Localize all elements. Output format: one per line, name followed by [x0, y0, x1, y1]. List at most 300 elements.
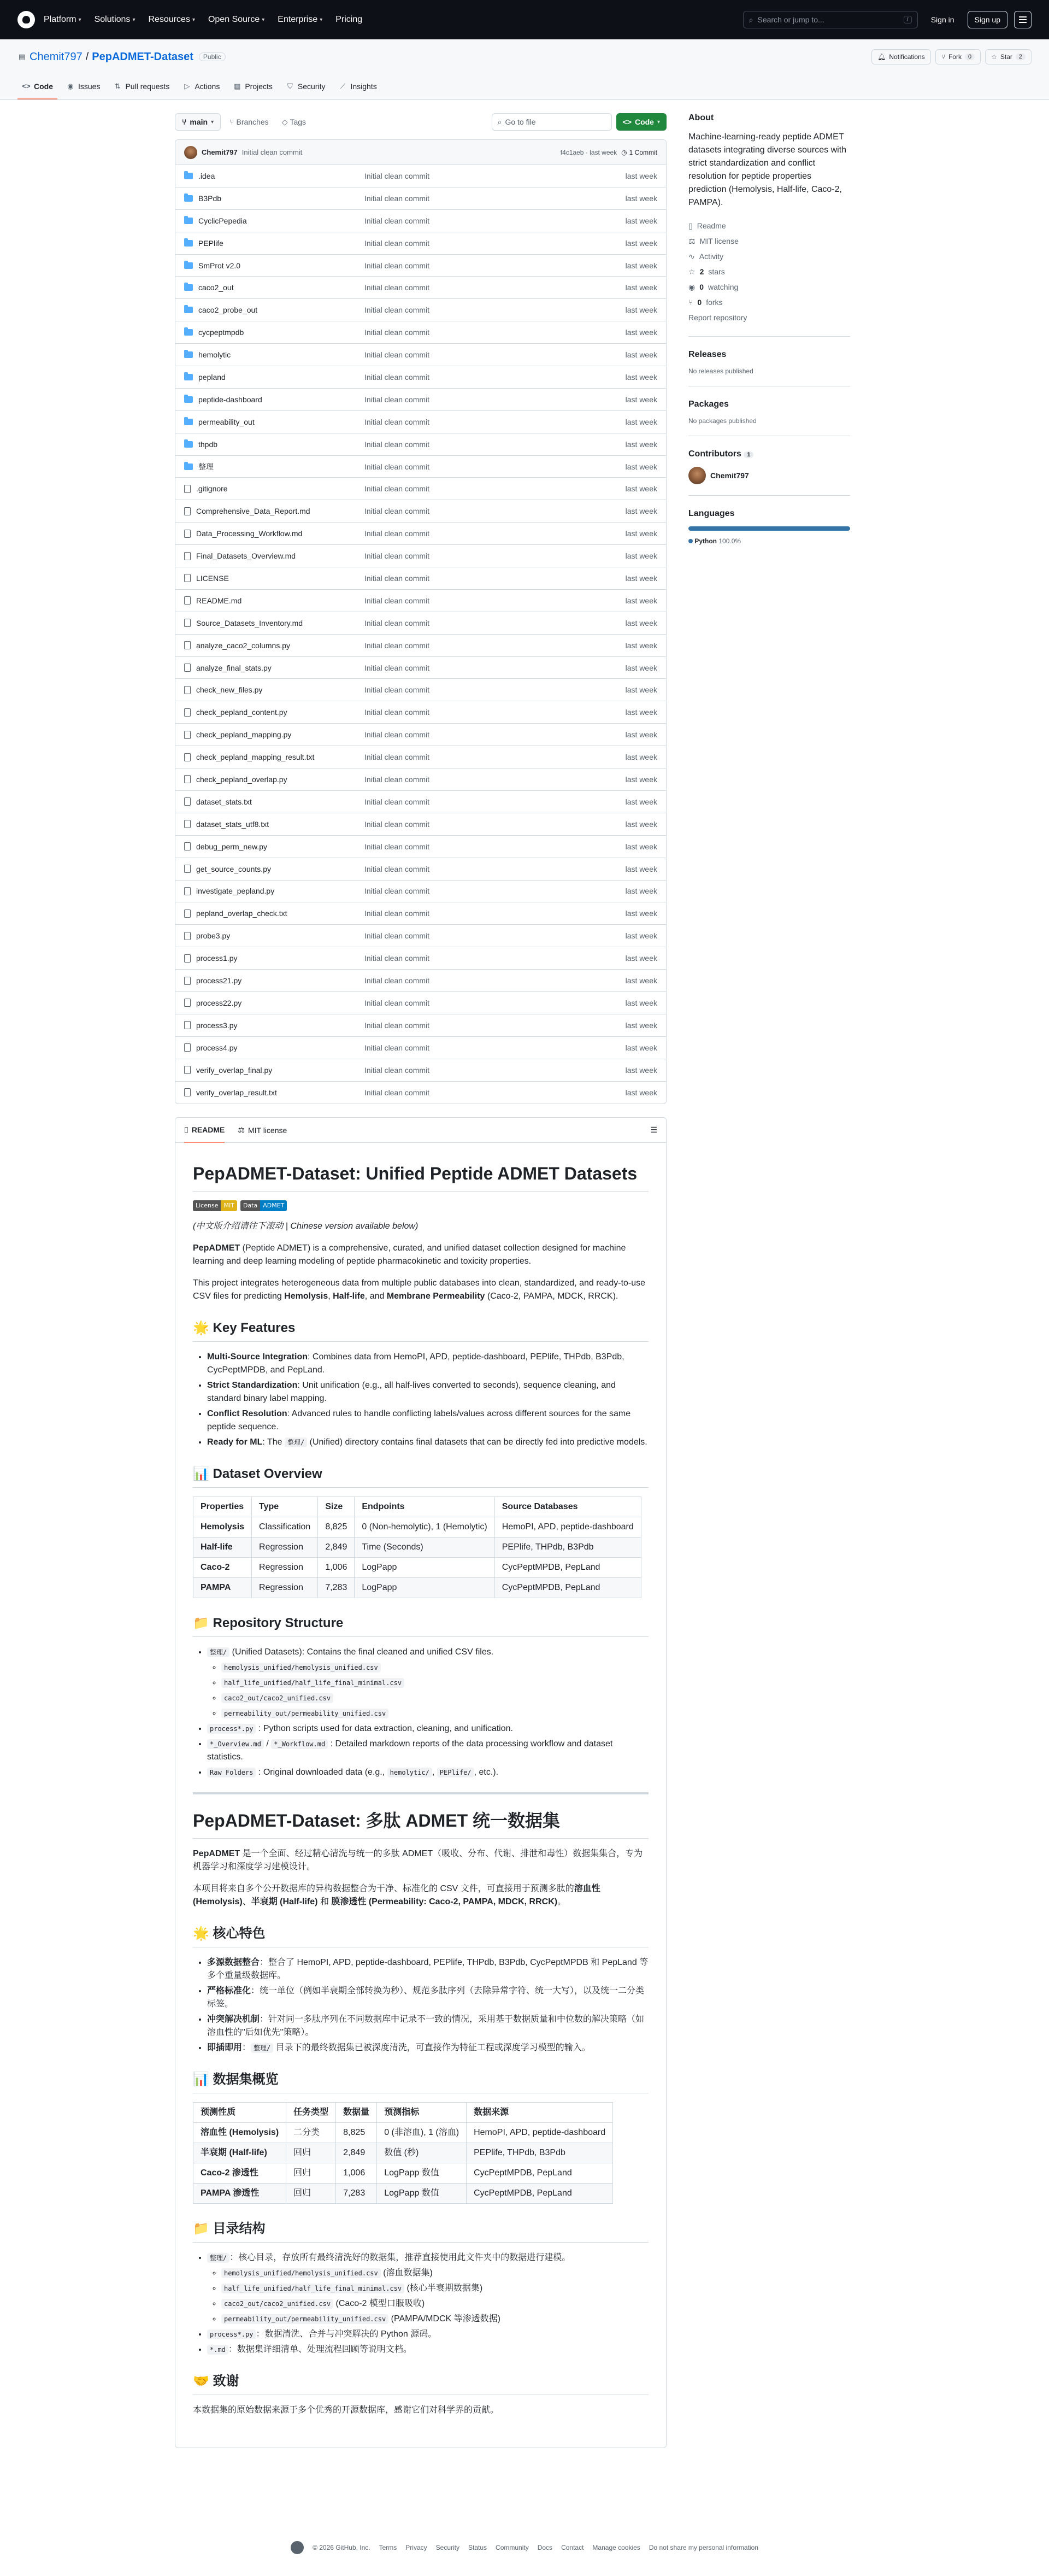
file-commit-message[interactable]: Initial clean commit	[364, 216, 430, 225]
file-name-cell[interactable]	[184, 328, 364, 337]
file-commit-message[interactable]: Initial clean commit	[364, 842, 430, 851]
repo-description: Machine-learning-ready peptide ADMET datasets integrating diverse sources with strict standardization and conflict resolution for peptide properties prediction (Hemolysis, Half-life, Caco-2, PAMPA).	[688, 132, 847, 207]
star-button[interactable]: ☆ Star 2	[985, 49, 1032, 64]
feature-list	[207, 1351, 649, 1449]
file-commit-message[interactable]: Initial clean commit	[364, 774, 430, 784]
file-commit-message[interactable]: Initial clean commit	[364, 328, 430, 337]
chevron-down-icon: ▾	[211, 119, 214, 125]
file-commit-time: last week	[625, 998, 657, 1007]
file-commit-message[interactable]: Initial clean commit	[364, 730, 430, 740]
shortcut-key: /	[904, 16, 912, 24]
file-row[interactable]	[175, 1037, 666, 1059]
github-logo-icon[interactable]	[291, 2541, 304, 2554]
file-icon	[184, 596, 191, 605]
file-name-cell[interactable]	[184, 820, 364, 829]
file-commit-time: last week	[625, 1088, 657, 1097]
file-commit-message[interactable]: Initial clean commit	[364, 998, 430, 1007]
code-icon: <>	[22, 82, 31, 90]
file-name[interactable]: PEPlife	[198, 238, 223, 248]
star-icon: ☆	[991, 53, 997, 61]
file-name-cell[interactable]	[184, 664, 364, 672]
file-name-cell[interactable]	[184, 931, 364, 940]
tab-security[interactable]: ⛉ Security	[281, 82, 330, 99]
file-commit-message[interactable]: Initial clean commit	[364, 641, 430, 650]
file-name-cell[interactable]	[184, 306, 364, 314]
file-name-cell[interactable]	[184, 708, 364, 717]
footer-link-privacy-choice[interactable]: Do not share my personal information	[649, 2544, 758, 2552]
file-commit-message[interactable]: Initial clean commit	[364, 439, 430, 449]
file-row[interactable]	[175, 836, 666, 858]
file-name[interactable]: verify_overlap_final.py	[196, 1065, 273, 1075]
branch-icon: ⑂	[229, 118, 234, 126]
file-commit-message[interactable]: Initial clean commit	[364, 395, 430, 404]
file-name-cell[interactable]	[184, 529, 364, 538]
file-name-cell[interactable]	[184, 976, 364, 985]
graph-icon: ⟋	[340, 82, 346, 90]
file-name[interactable]: dataset_stats.txt	[196, 797, 252, 806]
file-name[interactable]: check_pepland_mapping_result.txt	[196, 753, 315, 762]
list-item: • 整理/ ：核心目录，存放所有最终清洗好的数据集，推荐直接使用此文件夹中的数据进行建模。 ◦ hemolysis_unified/hemolysis_unified.csv (溶血数据集) ◦ half_life_unified/half_life_final_minimal.csv (核心半衰期数据集) ◦ caco2_out/caco2_unified.csv (Caco-2 模型口服吸收) ◦ permeability_out/permeability_unified.csv (PAMPA/MDCK 等渗透数据)	[207, 2251, 649, 2326]
file-commit-message[interactable]: Initial clean commit	[364, 306, 430, 315]
global-header	[0, 0, 1049, 39]
file-name[interactable]: verify_overlap_result.txt	[196, 1088, 277, 1097]
footer-link-cookies[interactable]: Manage cookies	[592, 2544, 640, 2552]
file-name[interactable]: .gitignore	[196, 484, 228, 494]
list-item: • Raw Folders : Original downloaded data (e.g., hemolytic/ , PEPlife/ , etc.).	[207, 1766, 649, 1779]
file-name-cell[interactable]	[184, 1066, 364, 1075]
file-commit-message[interactable]: Initial clean commit	[364, 193, 430, 203]
file-row[interactable]	[175, 992, 666, 1014]
file-row[interactable]	[175, 277, 666, 299]
dataset-table: Properties Type Size Endpoints Source Databases Hemolysis Classification 8,825 0 (Non-hemolytic), 1 (Hemolytic) HemoPI, APD, peptide-dashboard Half-life Regression 2,849 Time (Seconds) PEPlife, THPdb, B3Pdb Caco-2 Regression 1,006 LogPapp CycPeptMPDB, PepLand PAMPA Regression 7,283 LogPapp CycPeptMPDB, PepLand	[193, 1497, 641, 1598]
file-icon	[184, 507, 191, 515]
nav-platform[interactable]: Platform ▾	[44, 15, 81, 24]
branch-select-button[interactable]: ⑂ main ▾	[175, 113, 221, 131]
file-commit-message[interactable]: Initial clean commit	[364, 417, 430, 426]
file-row[interactable]	[175, 389, 666, 411]
file-name[interactable]: process4.py	[196, 1043, 238, 1052]
file-name-cell[interactable]	[184, 619, 364, 627]
file-name[interactable]: README.md	[196, 596, 242, 605]
file-row[interactable]	[175, 433, 666, 456]
tags-link[interactable]: ◇ Tags	[281, 117, 307, 126]
file-row[interactable]	[175, 456, 666, 478]
list-item: • 冲突解决机制：针对同一多肽序列在不同数据库中记录不一致的情况，采用基于数据质量和中位数的解决策略（如溶血性的"后如优先"策略）。	[207, 2013, 649, 2039]
file-row[interactable]	[175, 657, 666, 679]
file-name[interactable]: 整理	[198, 462, 214, 471]
file-commit-message[interactable]: Initial clean commit	[364, 171, 430, 180]
file-name[interactable]: Comprehensive_Data_Report.md	[196, 507, 310, 516]
tab-pull-requests[interactable]: ⇅ Pull requests	[109, 82, 174, 99]
file-name-cell[interactable]	[184, 887, 364, 895]
list-item: • Multi-Source Integration: Combines data from HemoPI, APD, peptide-dashboard, PEPlife, THPdb, B3Pdb, CycPeptMPDB, and PepLand.	[207, 1351, 649, 1377]
file-name[interactable]: caco2_probe_out	[198, 306, 258, 315]
file-commit-time: last week	[625, 350, 657, 360]
activity-link[interactable]: ∿ Activity	[688, 251, 724, 261]
file-commit-message[interactable]: Initial clean commit	[364, 1065, 430, 1075]
footer-link-privacy[interactable]: Privacy	[405, 2544, 427, 2552]
file-name-cell[interactable]	[184, 775, 364, 784]
watching-link[interactable]: ◉ 0 watching	[688, 282, 739, 291]
file-commit-message[interactable]: Initial clean commit	[364, 238, 430, 248]
divider	[193, 1792, 649, 1794]
file-name-cell[interactable]	[184, 194, 364, 203]
file-icon	[184, 820, 191, 828]
tab-readme[interactable]: ▯ README	[184, 1118, 225, 1143]
tab-actions[interactable]: ▷ Actions	[178, 82, 224, 99]
folder-icon	[184, 218, 193, 224]
nav-open-source[interactable]: Open Source ▾	[208, 15, 265, 24]
code-button[interactable]: <> Code ▾	[616, 113, 667, 131]
file-commit-time: last week	[625, 551, 657, 561]
nav-pricing[interactable]: Pricing	[335, 15, 363, 24]
file-icon	[184, 797, 191, 806]
file-commit-message[interactable]: Initial clean commit	[364, 864, 430, 873]
file-name[interactable]: permeability_out	[198, 417, 255, 426]
file-name[interactable]: .idea	[198, 171, 215, 180]
file-commit-time: last week	[625, 372, 657, 382]
file-name[interactable]: probe3.py	[196, 931, 231, 941]
file-row[interactable]	[175, 255, 666, 277]
file-name[interactable]: Final_Datasets_Overview.md	[196, 551, 296, 561]
section-heading: 🤝 致谢	[193, 2372, 649, 2395]
file-commit-time: last week	[625, 507, 657, 516]
file-name[interactable]: process22.py	[196, 998, 242, 1007]
nav-resources[interactable]: Resources ▾	[148, 15, 195, 24]
file-row[interactable]	[175, 545, 666, 567]
file-name-cell[interactable]	[184, 216, 364, 225]
file-name[interactable]: process3.py	[196, 1020, 238, 1030]
table-row: 溶血性 (Hemolysis) 二分类 8,825 0 (非溶血), 1 (溶血) HemoPI, APD, peptide-dashboard	[193, 2123, 613, 2143]
tab-projects[interactable]: ▦ Projects	[234, 82, 273, 91]
file-row[interactable]	[175, 299, 666, 321]
report-repository-link[interactable]: Report repository	[688, 313, 747, 322]
file-row[interactable]	[175, 813, 666, 836]
file-name-cell[interactable]	[184, 172, 364, 180]
file-icon	[184, 485, 191, 493]
commit-message[interactable]: Initial clean commit	[241, 148, 303, 156]
file-name-cell[interactable]	[184, 484, 364, 493]
file-name-cell[interactable]	[184, 261, 364, 270]
file-name-cell[interactable]	[184, 283, 364, 292]
file-name-cell[interactable]	[184, 797, 364, 806]
file-commit-message[interactable]: Initial clean commit	[364, 350, 430, 360]
file-commit-message[interactable]: Initial clean commit	[364, 909, 430, 918]
readme-title-cn: PepADMET-Dataset: 多肽 ADMET 统一数据集	[193, 1808, 649, 1839]
file-row[interactable]	[175, 187, 666, 210]
footer-link-docs[interactable]: Docs	[537, 2544, 553, 2552]
stars-link[interactable]: ☆ 2 stars	[688, 267, 725, 276]
nav-solutions[interactable]: Solutions ▾	[94, 15, 135, 24]
shield-icon: ⛉	[287, 82, 293, 90]
file-name[interactable]: pepland	[198, 372, 226, 382]
file-name[interactable]: Source_Datasets_Inventory.md	[196, 618, 303, 627]
file-name-cell[interactable]	[184, 842, 364, 851]
file-commit-message[interactable]: Initial clean commit	[364, 283, 430, 292]
file-name-cell[interactable]	[184, 239, 364, 248]
file-name-cell[interactable]	[184, 641, 364, 650]
file-icon	[184, 619, 191, 627]
file-name-cell[interactable]	[184, 999, 364, 1007]
footer-link-community[interactable]: Community	[496, 2544, 529, 2552]
repo-header	[0, 39, 1049, 100]
file-row[interactable]	[175, 970, 666, 992]
file-row[interactable]	[175, 344, 666, 366]
repo-name-link[interactable]: PepADMET-Dataset	[92, 50, 193, 63]
file-row[interactable]	[175, 411, 666, 433]
language-item[interactable]: Python 100.0%	[688, 537, 850, 545]
visibility-badge: Public	[199, 52, 226, 61]
file-row[interactable]	[175, 791, 666, 813]
file-name[interactable]: SmProt v2.0	[198, 261, 241, 270]
file-commit-message[interactable]: Initial clean commit	[364, 1088, 430, 1097]
notifications-button[interactable]: 🔔︎ Notifications	[871, 49, 931, 64]
file-name-cell[interactable]	[184, 395, 364, 404]
footer-link-terms[interactable]: Terms	[379, 2544, 397, 2552]
file-commit-message[interactable]: Initial clean commit	[364, 1020, 430, 1030]
branches-link[interactable]: ⑂ Branches	[229, 118, 269, 126]
file-name[interactable]: cycpeptmpdb	[198, 328, 244, 337]
file-name[interactable]: debug_perm_new.py	[196, 842, 267, 851]
file-row[interactable]	[175, 746, 666, 768]
footer-link-status[interactable]: Status	[468, 2544, 487, 2552]
chevron-down-icon: ▾	[320, 16, 323, 23]
file-name-cell[interactable]	[184, 1021, 364, 1030]
file-name-cell[interactable]	[184, 350, 364, 359]
outline-icon[interactable]: ☰	[650, 1125, 657, 1135]
file-name[interactable]: process1.py	[196, 954, 238, 963]
sign-in-link[interactable]: Sign in	[930, 15, 954, 24]
contributor-item[interactable]: Chemit797	[688, 467, 850, 484]
file-name[interactable]: LICENSE	[196, 573, 229, 583]
file-row[interactable]	[175, 210, 666, 232]
file-name[interactable]: analyze_caco2_columns.py	[196, 641, 290, 650]
file-row[interactable]	[175, 232, 666, 255]
list-item: ◦ permeability_out/permeability_unified.csv (PAMPA/MDCK 等渗透数据)	[221, 2313, 649, 2326]
file-icon	[184, 999, 191, 1007]
file-name[interactable]: Data_Processing_Workflow.md	[196, 529, 303, 538]
file-commit-time: last week	[625, 439, 657, 449]
table-row: PAMPA Regression 7,283 LogPapp CycPeptMPDB, PepLand	[193, 1578, 641, 1598]
file-name-cell[interactable]	[184, 865, 364, 873]
list-item: • *_Overview.md / *_Workflow.md : Detailed markdown reports of the data processing workflow and dataset statistics.	[207, 1738, 649, 1764]
footer-link-security[interactable]: Security	[435, 2544, 459, 2552]
file-commit-message[interactable]: Initial clean commit	[364, 551, 430, 561]
file-row[interactable]	[175, 165, 666, 187]
file-row[interactable]	[175, 768, 666, 791]
releases-heading[interactable]: Releases	[688, 350, 727, 359]
code-icon: <>	[622, 118, 632, 126]
file-row[interactable]	[175, 321, 666, 344]
file-name-cell[interactable]	[184, 418, 364, 426]
file-commit-message[interactable]: Initial clean commit	[364, 819, 430, 829]
repo-owner-link[interactable]: Chemit797	[30, 50, 82, 63]
file-commit-message[interactable]: Initial clean commit	[364, 372, 430, 382]
file-commit-message[interactable]: Initial clean commit	[364, 507, 430, 516]
file-name[interactable]: caco2_out	[198, 283, 234, 292]
file-row[interactable]	[175, 612, 666, 635]
file-row[interactable]	[175, 1014, 666, 1037]
sign-up-button[interactable]: Sign up	[968, 11, 1007, 28]
nav-enterprise[interactable]: Enterprise ▾	[278, 15, 323, 24]
file-commit-time: last week	[625, 462, 657, 471]
file-commit-message[interactable]: Initial clean commit	[364, 954, 430, 963]
go-to-file-input[interactable]: ⌕ Go to file	[492, 113, 612, 131]
file-commit-message[interactable]: Initial clean commit	[364, 753, 430, 762]
tab-insights[interactable]: ⟋ Insights	[334, 82, 381, 99]
menu-icon[interactable]	[1014, 11, 1032, 28]
file-name[interactable]: process21.py	[196, 976, 242, 985]
search-icon: ⌕	[497, 117, 502, 126]
file-name[interactable]: dataset_stats_utf8.txt	[196, 819, 269, 829]
file-row[interactable]	[175, 366, 666, 389]
commit-author[interactable]: Chemit797	[202, 148, 238, 156]
data-badge[interactable]: Data ADMET	[240, 1200, 287, 1211]
avatar[interactable]	[184, 146, 197, 159]
search-input[interactable]: ⌕ Search or jump to... /	[743, 11, 918, 28]
list-item: ◦ hemolysis_unified/hemolysis_unified.csv (溶血数据集)	[221, 2267, 649, 2280]
file-row[interactable]	[175, 500, 666, 523]
file-name[interactable]: get_source_counts.py	[196, 864, 271, 873]
footer	[0, 2530, 1049, 2576]
file-commit-message[interactable]: Initial clean commit	[364, 596, 430, 605]
folder-icon	[184, 262, 193, 269]
file-row[interactable]	[175, 858, 666, 881]
file-name[interactable]: pepland_overlap_check.txt	[196, 909, 287, 918]
folder-icon	[184, 351, 193, 358]
file-commit-message[interactable]: Initial clean commit	[364, 797, 430, 806]
avatar[interactable]	[688, 467, 706, 484]
languages-heading: Languages	[688, 509, 735, 518]
file-name[interactable]: CyclicPepedia	[198, 216, 247, 225]
list-item: ◦ caco2_out/caco2_unified.csv (Caco-2 模型口服吸收)	[221, 2297, 649, 2310]
file-name-cell[interactable]	[184, 373, 364, 382]
file-commit-message[interactable]: Initial clean commit	[364, 618, 430, 627]
file-name[interactable]: B3Pdb	[198, 193, 222, 203]
file-icon	[184, 530, 191, 538]
tag-icon: ◇	[281, 117, 288, 126]
file-row[interactable]	[175, 1059, 666, 1082]
file-icon	[184, 954, 191, 963]
file-name-cell[interactable]	[184, 461, 364, 472]
file-row[interactable]	[175, 1082, 666, 1104]
file-commit-message[interactable]: Initial clean commit	[364, 708, 430, 717]
github-logo-icon[interactable]	[17, 11, 35, 28]
file-name-cell[interactable]	[184, 730, 364, 739]
file-name-cell[interactable]	[184, 1043, 364, 1052]
file-commit-time: last week	[625, 730, 657, 740]
file-row[interactable]	[175, 701, 666, 724]
forks-link[interactable]: ⑂ 0 forks	[688, 298, 723, 307]
file-name[interactable]: analyze_final_stats.py	[196, 663, 272, 672]
dataset-table-cn: 预测性质 任务类型 数据量 预测指标 数据来源 溶血性 (Hemolysis) 二分类 8,825 0 (非溶血), 1 (溶血) HemoPI, APD, peptide-dashboard 半衰期 (Half-life) 回归 2,849 数值 (秒) PEPlife, THPdb, B3Pdb Caco-2 渗透性 回归 1,006 LogPapp 数值 CycPeptMPDB, PepLand PAMPA 渗透性 回归 7,283 LogPapp 数值 CycPeptMPDB, PepLand	[193, 2102, 613, 2204]
file-commit-message[interactable]: Initial clean commit	[364, 685, 430, 695]
file-name-cell[interactable]	[184, 574, 364, 583]
file-commit-message[interactable]: Initial clean commit	[364, 931, 430, 941]
file-name[interactable]: peptide-dashboard	[198, 395, 262, 404]
packages-heading[interactable]: Packages	[688, 400, 729, 409]
file-row[interactable]	[175, 881, 666, 903]
file-commit-message[interactable]: Initial clean commit	[364, 573, 430, 583]
file-row[interactable]	[175, 902, 666, 925]
intro-paragraph: PepADMET (Peptide ADMET) is a comprehensive, curated, and unified dataset collection designed for machine learning and deep learning modeling of peptide pharmacokinetic and toxicity properties.	[193, 1243, 626, 1266]
file-commit-time: last week	[625, 909, 657, 918]
tab-code[interactable]: <> Code	[17, 82, 57, 99]
tab-license[interactable]: ⚖ MIT license	[238, 1125, 287, 1135]
file-row[interactable]	[175, 523, 666, 545]
file-commit-time: last week	[625, 1065, 657, 1075]
file-row[interactable]	[175, 947, 666, 970]
tab-issues[interactable]: ◉ Issues	[62, 82, 104, 99]
file-name[interactable]: check_new_files.py	[196, 685, 263, 695]
contributors-heading[interactable]: Contributors 1	[688, 449, 850, 459]
file-row[interactable]	[175, 925, 666, 947]
file-row[interactable]	[175, 590, 666, 612]
file-commit-message[interactable]: Initial clean commit	[364, 663, 430, 672]
footer-link-contact[interactable]: Contact	[561, 2544, 584, 2552]
section-heading: 📊 数据集概览	[193, 2070, 649, 2093]
file-name[interactable]: check_pepland_content.py	[196, 708, 287, 717]
file-commit-time: last week	[625, 216, 657, 225]
file-row[interactable]	[175, 635, 666, 657]
commit-count[interactable]: ◷ 1 Commit	[621, 148, 657, 156]
file-name-cell[interactable]	[184, 753, 364, 761]
file-row[interactable]	[175, 679, 666, 701]
table-icon: ▦	[234, 82, 241, 90]
license-link[interactable]: ⚖ MIT license	[688, 236, 739, 245]
intro-paragraph-cn-2: 本项目将来自多个公开数据库的异构数据整合为干净、标准化的 CSV 文件，可直接用于预测多肽的溶血性 (Hemolysis)、半衰期 (Half-life) 和 膜渗透性 (Permeability: Caco-2, PAMPA, MDCK, RRCK)。	[193, 1884, 600, 1907]
file-icon	[184, 775, 191, 783]
file-name-cell[interactable]	[184, 440, 364, 449]
packages-text: No packages published	[688, 417, 757, 425]
file-commit-time: last week	[625, 328, 657, 337]
file-commit-message[interactable]: Initial clean commit	[364, 887, 430, 896]
file-name-cell[interactable]	[184, 685, 364, 694]
file-name-cell[interactable]	[184, 909, 364, 918]
file-name-cell[interactable]	[184, 551, 364, 560]
commit-sha[interactable]: f4c1aeb · last week	[560, 148, 617, 156]
readme-link[interactable]: ▯ Readme	[688, 221, 726, 230]
file-commit-message[interactable]: Initial clean commit	[364, 484, 430, 494]
file-icon	[184, 932, 191, 940]
file-name-cell[interactable]	[184, 507, 364, 515]
file-name[interactable]: investigate_pepland.py	[196, 887, 275, 896]
file-name[interactable]: thpdb	[198, 439, 218, 449]
file-name[interactable]: check_pepland_overlap.py	[196, 774, 287, 784]
file-row[interactable]	[175, 567, 666, 590]
file-commit-message[interactable]: Initial clean commit	[364, 529, 430, 538]
sidebar	[688, 113, 850, 2448]
file-commit-time: last week	[625, 954, 657, 963]
file-row[interactable]	[175, 478, 666, 500]
language-note: (中文版介绍请往下滚动 | Chinese version available below)	[193, 1222, 419, 1231]
file-row[interactable]	[175, 724, 666, 746]
file-name-cell[interactable]	[184, 954, 364, 963]
file-name-cell[interactable]	[184, 596, 364, 605]
fork-button[interactable]: ⑂ Fork 0	[935, 49, 981, 64]
file-commit-time: last week	[625, 819, 657, 829]
file-icon	[184, 842, 191, 850]
file-commit-message[interactable]: Initial clean commit	[364, 976, 430, 985]
file-commit-message[interactable]: Initial clean commit	[364, 462, 430, 471]
contributors-count: 1	[744, 451, 753, 458]
file-commit-message[interactable]: Initial clean commit	[364, 261, 430, 270]
file-name[interactable]: hemolytic	[198, 350, 231, 360]
file-name[interactable]: check_pepland_mapping.py	[196, 730, 292, 740]
license-badge[interactable]: License MIT	[193, 1200, 237, 1211]
file-name-cell[interactable]	[184, 1088, 364, 1097]
file-commit-message[interactable]: Initial clean commit	[364, 1043, 430, 1052]
